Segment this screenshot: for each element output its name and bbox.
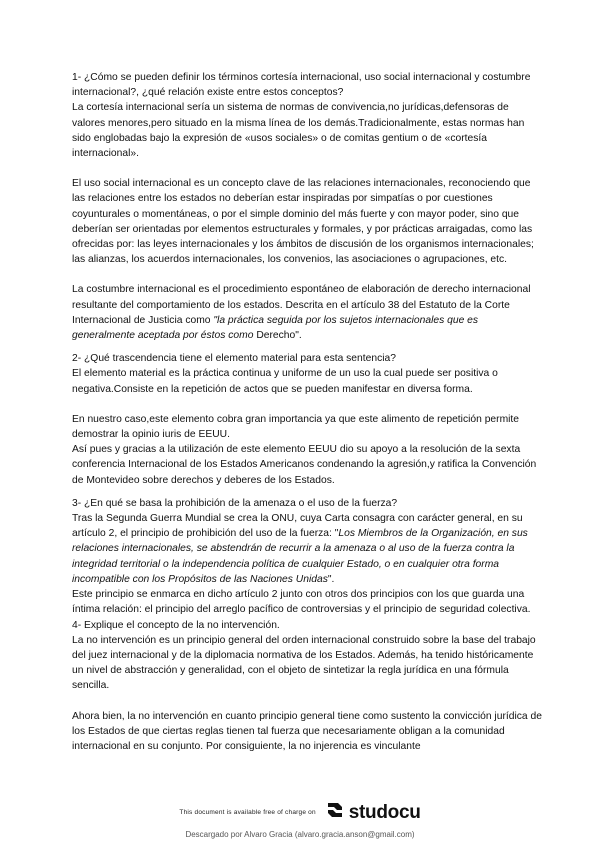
q1-p3-quote: "la práctica seguida por los sujetos internacionales que es generalmente aceptada por éstos como	[72, 314, 479, 342]
q3-p1-text: Tras la Segunda Guerra Mundial se crea la ONU, cuya Carta consagra con carácter general, en su artículo 2, el principio de prohibición del uso de la fuerza: "	[72, 513, 523, 540]
q1-paragraph-3	[72, 282, 542, 343]
download-note: Descargado por Alvaro Gracia (alvaro.gracia.anson@gmail.com)	[185, 830, 415, 839]
q3-p1-end: ".	[327, 573, 335, 585]
question-4-title: 4- Explique el concepto de la no intervención.	[72, 619, 280, 631]
q1-p3-end: Derecho".	[256, 330, 302, 342]
q2-paragraph-1: El elemento material es la práctica continua y uniforme de un uso la cual puede ser positiva o negativa.Consiste en la repetición de actos que se pueden manifestar en diversa forma.	[72, 368, 498, 395]
availability-note: This document is available free of charge on	[179, 809, 316, 816]
question-3-title: 3- ¿En qué se basa la prohibición de la amenaza o el uso de la fuerza?	[72, 497, 398, 509]
q2-paragraph-2: En nuestro caso,este elemento cobra gran importancia ya que este alimento de repetición permite demostrar la opinio iuris de EEUU.	[72, 413, 520, 441]
page-footer	[0, 800, 600, 839]
studocu-logo[interactable]	[326, 800, 421, 825]
studocu-logo-icon	[326, 800, 344, 825]
q3-p1-quote: Los Miembros de la Organización, en sus relaciones internacionales, se abstendrán de recurrir a la amenaza o al uso de la fuerza contra la integridad territorial o la independencia política de cualquier Estado, o en cualquier otra forma incompatible con los Propósitos de las Naciones Unidas	[72, 528, 528, 585]
q1-paragraph-1: La cortesía internacional sería un sistema de normas de convivencia,no jurídicas,defensoras de valores menores,pero situado en la misma línea de los demás.Tradicionalmente, estas normas han sido englobadas bajo la expresión de «usos sociales» o de comitas gentium o de «cortesía internacional».	[72, 102, 525, 160]
q3-paragraph-2: Este principio se enmarca en dicho artículo 2 junto con otros dos principios con los que guarda una íntima relación: el principio del arreglo pacífico de controversias y el principio de seguridad colectiva.	[72, 589, 531, 616]
question-2-title: 2- ¿Qué trascendencia tiene el elemento material para esta sentencia?	[72, 353, 396, 365]
question-1-title: 1- ¿Cómo se pueden definir los términos cortesía internacional, uso social internacional y costumbre internacional?, ¿qué relación existe entre estos conceptos?	[72, 72, 531, 99]
q4-paragraph-2: Ahora bien, la no intervención en cuanto principio general tiene como sustento la convicción jurídica de los Estados de que ciertas reglas tienen tal fuerza que necesariamente obligan a la comunidad internacional en su conjunto. Por consiguiente, la no injerencia es vinculante	[72, 710, 542, 752]
q4-paragraph-1: La no intervención es un principio general del orden internacional construido sobre la base del trabajo del juez internacional y de la diplomacia normativa de los Estados. Además, ha tenido históricamente un nivel de abstracción y generalidad, con el objeto de sintetizar la regla jurídica en una fórmula sencilla.	[72, 634, 536, 692]
q3-paragraph-1	[72, 511, 542, 587]
q2-paragraph-3: Así pues y gracias a la utilización de este elemento EEUU dio su apoyo a la resolución de la sexta conferencia Internacional de los Estados Americanos condenando la agresión,y ratifica la Convención de Montevideo sobre derechos y deberes de los Estados.	[72, 444, 537, 486]
document-body	[72, 70, 542, 754]
q1-p3-text: La costumbre internacional es el procedimiento espontáneo de elaboración de derecho internacional resultante del comportamiento de los estados. Descrita en el artículo 38 del Estatuto de la Corte Internacional de Justicia como	[72, 284, 531, 326]
studocu-brand-text: studocu	[348, 801, 421, 823]
studocu-banner	[0, 800, 600, 825]
q1-paragraph-2: El uso social internacional es un concepto clave de las relaciones internacionales, reconociendo que las relaciones entre los estados no deberían estar inspiradas por simpatías o por cuestiones coyunturales o momentáneas, o por el simple dominio del más fuerte y con mayor poder, sino que deberían ser orientadas por elementos estructurales y formales, y por prácticas arraigadas, como las ofrecidas por: las leyes internacionales y los ámbitos de discusión de los organismos internacionales; las alianzas, los acuerdos internacionales, los convenios, las asociaciones o agrupaciones, etc.	[72, 178, 534, 266]
